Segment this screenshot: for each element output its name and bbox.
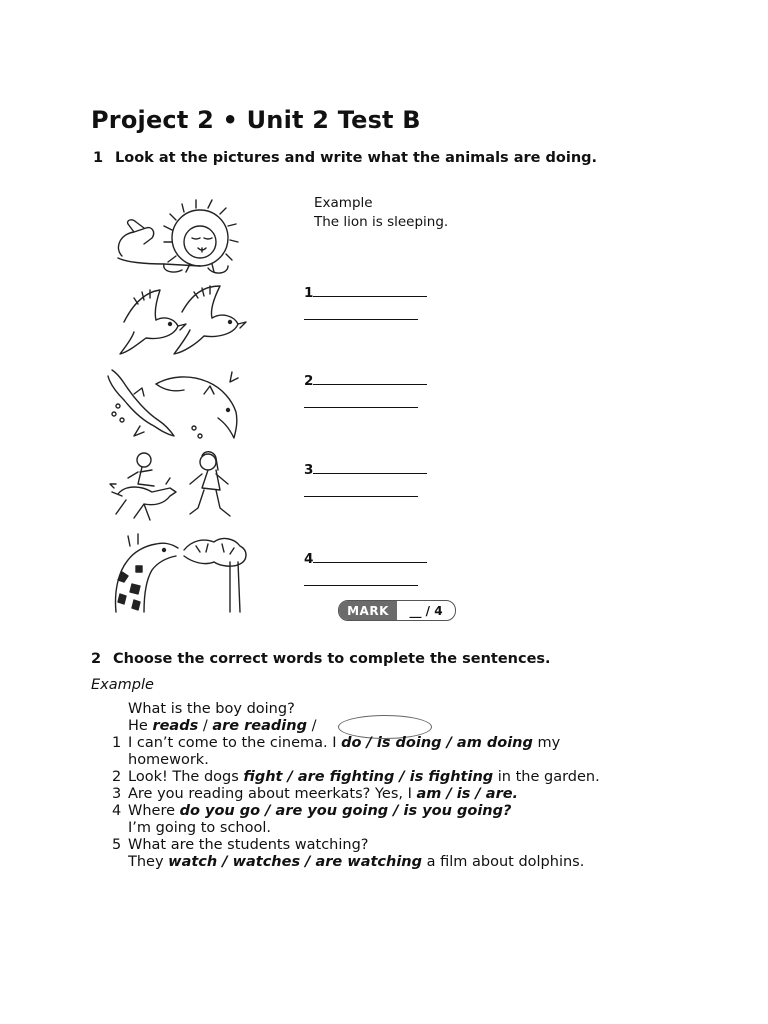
mark-label: MARK <box>339 601 397 620</box>
answer-2[interactable] <box>304 372 427 414</box>
mark-box <box>338 600 456 621</box>
example-question: What is the boy doing? <box>128 701 295 717</box>
answer-4-line-a[interactable] <box>313 550 427 563</box>
section-2-instruction <box>91 651 551 667</box>
mark-score[interactable]: __ / 4 <box>409 603 443 618</box>
example-label: Example <box>314 195 373 211</box>
section-2-example-label: Example <box>91 677 154 693</box>
example-answer: He reads / are reading / <box>128 718 317 734</box>
sleeping-lion-picture <box>104 198 254 280</box>
answer-2-number: 2 <box>304 373 314 389</box>
section-1-example <box>314 194 448 232</box>
answer-1[interactable] <box>304 284 427 326</box>
answer-2-line-b[interactable] <box>304 395 418 408</box>
sentence-1: 1 I can’t come to the cinema. I do / is doing / am doing my homework. <box>112 735 561 769</box>
sentence-1-options[interactable]: do / is doing / am doing <box>341 735 533 751</box>
answer-4[interactable] <box>304 550 427 592</box>
answer-4-number: 4 <box>304 551 314 567</box>
answer-4-line-b[interactable] <box>304 573 418 586</box>
page-title: Project 2 • Unit 2 Test B <box>91 106 421 134</box>
example-sentence: The lion is sleeping. <box>314 214 449 230</box>
example-option-2[interactable]: are reading <box>212 718 307 734</box>
answer-1-line-b[interactable] <box>304 307 418 320</box>
answer-3-line-b[interactable] <box>304 484 418 497</box>
dolphins-picture <box>104 364 254 446</box>
answer-1-number: 1 <box>304 285 314 301</box>
sentence-5: 5 What are the students watching? They watch / watches / are watching a film about dolphins. <box>112 837 585 871</box>
sentence-2: 2 Look! The dogs fight / are fighting / is fighting in the garden. <box>112 769 600 785</box>
section-1-instruction <box>93 150 597 166</box>
answer-3[interactable] <box>304 461 427 503</box>
sentence-5-number: 5 <box>112 837 122 853</box>
answer-3-line-a[interactable] <box>313 461 427 474</box>
section-1-text: Look at the pictures and write what the animals are doing. <box>115 150 598 166</box>
answer-2-line-a[interactable] <box>313 372 427 385</box>
answer-1-line-a[interactable] <box>313 284 427 297</box>
sentence-3-options[interactable]: am / is / are. <box>416 786 519 802</box>
answer-3-number: 3 <box>304 462 314 478</box>
children-running-picture <box>104 448 254 530</box>
giraffe-picture <box>104 532 254 614</box>
sentence-2-number: 2 <box>112 769 122 785</box>
section-2-text: Choose the correct words to complete the sentences. <box>113 651 551 667</box>
section-2-number: 2 <box>91 651 102 667</box>
sentence-5-options[interactable]: watch / watches / are watching <box>168 854 422 871</box>
sentence-4-options[interactable]: do you go / are you going / is you going? <box>179 803 512 819</box>
sentence-3: 3 Are you reading about meerkats? Yes, I am / is / are. <box>112 786 519 802</box>
sentence-4: 4 Where do you go / are you going / is you going? I’m going to school. <box>112 803 512 837</box>
sentence-3-number: 3 <box>112 786 122 802</box>
flying-birds-picture <box>104 282 254 364</box>
sentence-2-options[interactable]: fight / are fighting / is fighting <box>243 769 494 785</box>
sentence-4-number: 4 <box>112 803 122 819</box>
example-option-1[interactable]: reads <box>152 718 199 734</box>
sentence-1-number: 1 <box>112 735 122 751</box>
section-1-number: 1 <box>93 150 104 166</box>
